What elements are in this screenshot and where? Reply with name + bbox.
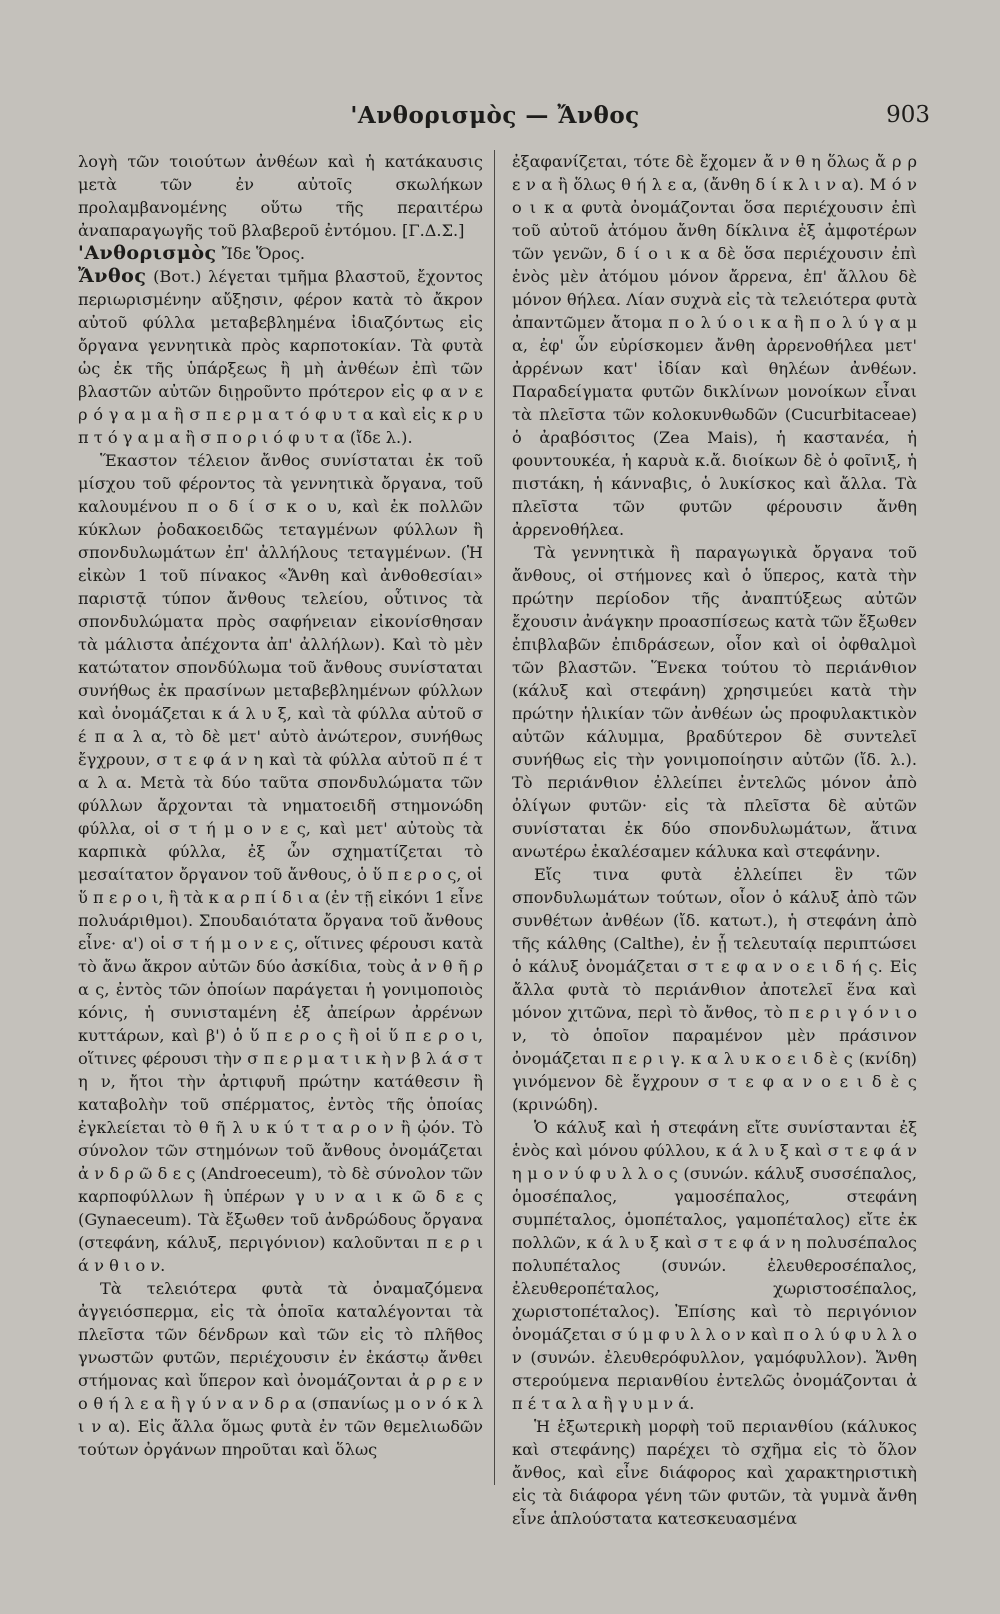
paragraph: Τὰ γεννητικὰ ἢ παραγωγικὰ ὄργανα τοῦ ἄνθους, οἱ στήμονες καὶ ὁ ὕπερος, κατὰ τὴν πρώτην περίοδον τῆς ἀναπτύξεως αὐτῶν ἔχουσιν ἀνάγκην προασπίσεως κατὰ τῶν ἔξωθεν ἐπιβλαβῶν ἐπιδράσεων, οἷον καὶ οἱ ὀφθαλμοὶ τῶν βλαστῶν. Ἕνεκα τούτου τὸ περιάνθιον (κάλυξ καὶ στεφάνη) χρησιμεύει κατὰ τὴν πρώτην ἡλικίαν τῶν ἀνθέων ὡς προφυλακτικὸν αὐτῶν κάλυμμα, βραδύτερον δὲ συντελεῖ συνήθως εἰς τὴν γονιμοποίησιν αὐτῶν (ἴδ. λ.). Τὸ περιάνθιον ἐλλείπει ἐντελῶς μόνον ἀπὸ ὀλίγων φυτῶν· εἰς τὰ πλεῖστα δὲ αὐτῶν συνίσταται ἐκ δύο σπονδυλωμάτων, ἅτινα ανωτέρω ἐκαλέσαμεν κάλυκα καὶ στεφάνην. (512, 543, 917, 861)
paragraph: λογὴ τῶν τοιούτων ἀνθέων καὶ ἡ κατάκαυσις μετὰ τῶν ἐν αὐτοῖς σκωλήκων προλαμβανομένης οὕτω τῆς περαιτέρω ἀναπαραγωγῆς τοῦ βλαβεροῦ ἐντόμου. [Γ.Δ.Σ.] (78, 152, 483, 240)
page-number: 903 (886, 102, 930, 128)
headword: Ἄνθος (78, 265, 147, 287)
entry-anthos (78, 265, 483, 449)
column-divider (494, 150, 495, 1485)
right-column (512, 150, 917, 1530)
page-title: 'Ανθορισμὸς — Ἄνθος (350, 102, 640, 129)
entry-anthorismos (78, 242, 483, 265)
paragraph: Ὁ κάλυξ καὶ ἡ στεφάνη εἴτε συνίστανται ἐξ ἑνὸς καὶ μόνου φύλλου, κ ά λ υ ξ καὶ σ τ ε φ ά ν η μ ο ν ύ φ υ λ λ ο ς (συνών. κάλυξ συσσέπαλος, ὁμοσέπαλος, γαμοσέπαλος, στεφάνη συμπέταλος, ὁμοπέταλος, γαμοπέταλος) εἴτε ἐκ πολλῶν, κ ά λ υ ξ καὶ σ τ ε φ ά ν η πολυσέπαλος πολυπέταλος (συνών. ἐλευθεροσέπαλος, ἐλευθεροπέταλος, χωριστοσέπαλος, χωριστοπέταλος). Ἐπίσης καὶ τὸ περιγόνιον ὀνομάζεται σ ύ μ φ υ λ λ ο ν καὶ π ο λ ύ φ υ λ λ ο ν (συνών. ἐλευθερόφυλλον, γαμόφυλλον). Ἄνθη στερούμενα περιανθίου ἐντελῶς ὀνομάζονται ἀ π έ τ α λ α ἢ γ υ μ ν ά. (512, 1118, 917, 1413)
entry-text: Ἴδε Ὅρος. (216, 244, 306, 263)
entry-text: (Βοτ.) λέγεται τμῆμα βλαστοῦ, ἔχοντος περιωρισμένην αὔξησιν, φέρον κατὰ τὸ ἄκρον αὐτοῦ φύλλα μεταβεβλημένα ἰδιαζόντως εἰς ὄργανα γεννητικὰ πρὸς καρποτοκίαν. Τὰ φυτὰ ὡς ἐκ τῆς ὑπάρξεως ἢ μὴ ἀνθέων ἐπὶ τῶν βλαστῶν αὐτῶν διῃροῦντο πρότερον εἰς φ α ν ε ρ ό γ α μ α ἢ σ π ε ρ μ α τ ό φ υ τ α καὶ εἰς κ ρ υ π τ ό γ α μ α ἢ σ π ο ρ ι ό φ υ τ α (ἴδε λ.). (78, 267, 483, 447)
paragraph: Ἕκαστον τέλειον ἄνθος συνίσταται ἐκ τοῦ μίσχου τοῦ φέροντος τὰ γεννητικὰ ὄργανα, τοῦ καλουμένου π ο δ ί σ κ ο υ, καὶ ἐκ πολλῶν κύκλων ῥοδακοειδῶς τεταγμένων φύλλων ἢ σπονδυλωμάτων ἐπ' ἀλλήλους τεταγμένων. (Ἡ εἰκὼν 1 τοῦ πίνακος «Ἄνθη καὶ ἀνθοθεσίαι» παριστᾷ τύπον ἄνθους τελείου, οὗτινος τὰ σπονδυλώματα πρὸς σαφήνειαν εἰκονίσθησαν τὰ μάλιστα ἀπέχοντα ἀπ' ἀλλήλων). Καὶ τὸ μὲν κατώτατον σπονδύλωμα τοῦ ἄνθους συνίσταται συνήθως ἐκ πρασίνων μεταβεβλημένων φύλλων καὶ ὀνομάζεται κ ά λ υ ξ, καὶ τὰ φύλλα αὐτοῦ σ έ π α λ α, τὸ δὲ μετ' αὐτὸ ἀνώτερον, συνήθως ἔγχρουν, σ τ ε φ ά ν η καὶ τὰ φύλλα αὐτοῦ π έ τ α λ α. Μετὰ τὰ δύο ταῦτα σπονδυλώματα τῶν φύλλων ἄρχονται τὰ νηματοειδῆ στημονώδη φύλλα, οἱ σ τ ή μ ο ν ε ς, καὶ μετ' αὐτοὺς τὰ καρπικὰ φύλλα, ἐξ ὧν σχηματίζεται τὸ μεσαίτατον ὄργανον τοῦ ἄνθους, ὁ ὕ π ε ρ ο ς, οἱ ὕ π ε ρ ο ι, ἢ τὰ κ α ρ π ί δ ι α (ἐν τῇ εἰκόνι 1 εἶνε πολυάριθμοι). Σπουδαιότατα ὄργανα τοῦ ἄνθους εἶνε· α') οἱ σ τ ή μ ο ν ε ς, οἵτινες φέρουσι κατὰ τὸ ἄνω ἄκρον αὐτῶν δύο ἀσκίδια, τοὺς ἀ ν θ ῆ ρ α ς, ἐντὸς τῶν ὁποίων παράγεται ἡ γονιμοποιὸς κόνις, ἡ συνισταμένη ἐξ ἀπείρων ἀρρένων κυττάρων, καὶ β') ὁ ὕ π ε ρ ο ς ἢ οἱ ὕ π ε ρ ο ι, οἵτινες φέρουσι τὴν σ π ε ρ μ α τ ι κ ὴ ν β λ ά σ τ η ν, ἤτοι τὴν ἀρτιφυῆ πρώτην κατάθεσιν ἢ καταβολὴν τοῦ σπέρματος, ἐντὸς τῆς ὁποίας ἐγκλείεται τὸ θ ῆ λ υ κ ύ τ τ α ρ ο ν ἢ ᾠόν. Τὸ σύνολον τῶν στημόνων τοῦ ἄνθους ὀνομάζεται ἀ ν δ ρ ῶ δ ε ς (Androeceum), τὸ δὲ σύνολον τῶν καρποφύλλων ἢ ὑπέρων γ υ ν α ι κ ῶ δ ε ς (Gynaeceum). Τὰ ἔξωθεν τοῦ ἀνδρώδους ὄργανα (στεφάνη, κάλυξ, περιγόνιον) καλοῦνται π ε ρ ι ά ν θ ι ο ν. (78, 451, 483, 1275)
paragraph: ἐξαφανίζεται, τότε δὲ ἔχομεν ἄ ν θ η ὅλως ἄ ρ ρ ε ν α ἢ ὅλως θ ή λ ε α, (ἄνθη δ ί κ λ ι ν α). Μ ό ν ο ι κ α φυτὰ ὀνομάζονται ὅσα περιέχουσιν ἐπὶ τοῦ αὐτοῦ ἀτόμου ἄνθη δίκλινα ἐξ ἀμφοτέρων τῶν γενῶν, δ ί ο ι κ α δὲ ὅσα περιέχουσιν ἐπὶ ἑνὸς μὲν ἀτόμου μόνον ἄρρενα, ἐπ' ἄλλου δὲ μόνον θήλεα. Λίαν συχνὰ εἰς τὰ τελειότερα φυτὰ ἀπαντῶμεν ἄτομα π ο λ ύ ο ι κ α ἢ π ο λ ύ γ α μ α, ἐφ' ὧν εὑρίσκομεν ἄνθη ἀρρενοθήλεα μετ' ἀρρένων κατ' ἰδίαν καὶ θηλέων ἀνθέων. Παραδείγματα φυτῶν δικλίνων μονοίκων εἶναι τὰ πλεῖστα τῶν κολοκυνθωδῶν (Cucurbitaceae) ὁ ἀραβόσιτος (Zea Mais), ἡ καστανέα, ἡ φουντουκέα, ἡ καρυὰ κ.ἄ. διοίκων δὲ ὁ φοῖνιξ, ἡ πιστάκη, ἡ κάνναβις, ὁ λυκίσκος καὶ ἄλλα. Τὰ πλεῖστα τῶν φυτῶν φέρουσιν ἄνθη ἀρρενοθήλεα. (512, 152, 917, 539)
paragraph: Ἡ ἐξωτερικὴ μορφὴ τοῦ περιανθίου (κάλυκος καὶ στεφάνης) παρέχει τὸ σχῆμα εἰς τὸ ὅλον ἄνθος, καὶ εἶνε διάφορος καὶ χαρακτηριστικὴ εἰς τὰ διάφορα γένη τῶν φυτῶν, τὰ γυμνὰ ἄνθη εἶνε ἁπλούστατα κατεσκευασμένα (512, 1417, 917, 1528)
left-column (78, 150, 483, 1461)
running-header (60, 98, 930, 138)
headword: 'Ανθορισμὸς (78, 242, 217, 264)
paragraph: Εἴς τινα φυτὰ ἐλλείπει ἓν τῶν σπονδυλωμάτων τούτων, οἷον ὁ κάλυξ ἀπὸ τῶν συνθέτων ἀνθέων (ἴδ. κατωτ.), ἡ στεφάνη ἀπὸ τῆς κάλθης (Calthe), ἐν ᾗ τελευταίᾳ περιπτώσει ὁ κάλυξ ὀνομάζεται σ τ ε φ α ν ο ε ι δ ή ς. Εἰς ἄλλα φυτὰ τὸ περιάνθιον ἀποτελεῖ ἕνα καὶ μόνον χιτῶνα, περὶ τὸ ἄνθος, τὸ π ε ρ ι γ ό ν ι ο ν, τὸ ὁποῖον παραμένον μὲν πράσινον ὀνομάζεται π ε ρ ι γ. κ α λ υ κ ο ε ι δ ὲ ς (κνίδη) γινόμενον δὲ ἔγχρουν σ τ ε φ α ν ο ε ι δ ὲ ς (κρινώδη). (512, 865, 917, 1114)
paragraph: Τὰ τελειότερα φυτὰ τὰ ὀναμαζόμενα ἀγγειόσπερμα, εἰς τὰ ὁποῖα καταλέγονται τὰ πλεῖστα τῶν δένδρων καὶ τῶν εἰς τὸ πλῆθος γνωστῶν φυτῶν, περιέχουσιν ἐν ἑκάστῳ ἄνθει στήμονας καὶ ὕπερον καὶ ὀνομάζονται ἀ ρ ρ ε ν ο θ ή λ ε α ἢ γ ύ ν α ν δ ρ α (σπανίως μ ο ν ό κ λ ι ν α). Εἰς ἄλλα ὅμως φυτὰ ἐν τῶν θεμελιωδῶν τούτων ὀργάνων πηροῦται καὶ ὅλως (78, 1279, 483, 1459)
